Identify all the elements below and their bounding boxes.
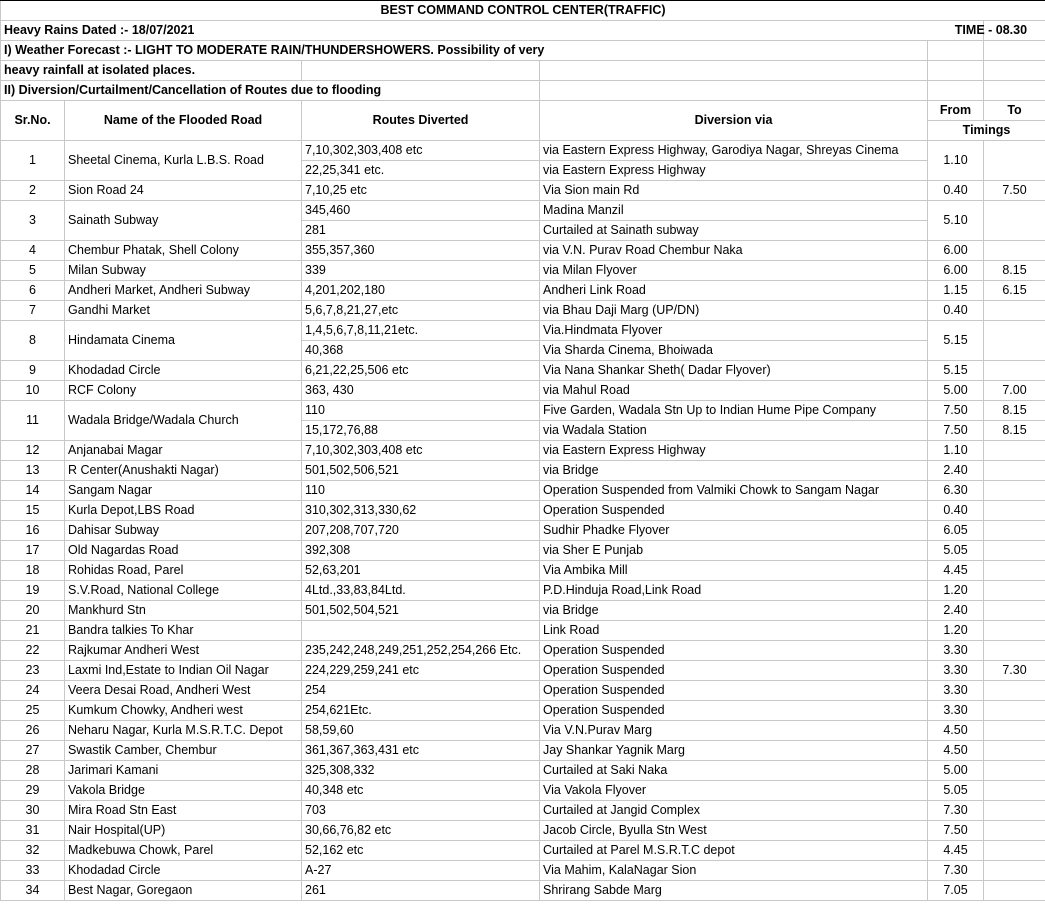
row-to-time (984, 441, 1045, 461)
table-row (1, 521, 1045, 541)
row-diversion: Curtailed at Saki Naka (540, 761, 928, 781)
row-diversion: Via Sion main Rd (540, 181, 928, 201)
time-label: TIME - 08.30 (954, 23, 1028, 37)
row-road-name: S.V.Road, National College (65, 581, 302, 601)
row-routes: 52,162 etc (302, 841, 540, 861)
row-routes: 110 (302, 481, 540, 501)
row-srno: 24 (1, 681, 65, 701)
dated-label: Heavy Rains Dated :- 18/07/2021 (1, 21, 984, 41)
row-road-name: Kumkum Chowky, Andheri west (65, 701, 302, 721)
table-row (1, 881, 1045, 901)
row-routes: 6,21,22,25,506 etc (302, 361, 540, 381)
row-srno: 17 (1, 541, 65, 561)
row-routes: 207,208,707,720 (302, 521, 540, 541)
row-road-name: Sangam Nagar (65, 481, 302, 501)
table-row (1, 781, 1045, 801)
row-from-time: 5.15 (928, 361, 984, 381)
row-road-name: Jarimari Kamani (65, 761, 302, 781)
row-srno: 16 (1, 521, 65, 541)
row-routes: 392,308 (302, 541, 540, 561)
row-diversion: Operation Suspended (540, 701, 928, 721)
row-srno: 33 (1, 861, 65, 881)
header-via: Diversion via (540, 101, 928, 141)
row-to-time (984, 881, 1045, 901)
row-road-name: Dahisar Subway (65, 521, 302, 541)
row-diversion: Operation Suspended (540, 641, 928, 661)
row-srno: 18 (1, 561, 65, 581)
row-routes: 4Ltd.,33,83,84Ltd. (302, 581, 540, 601)
row-diversion: via Mahul Road (540, 381, 928, 401)
row-routes: 22,25,341 etc. (302, 161, 540, 181)
table-row (1, 201, 1045, 221)
row-srno: 34 (1, 881, 65, 901)
table-row (1, 581, 1045, 601)
row-routes: 7,10,302,303,408 etc (302, 141, 540, 161)
table-row (1, 401, 1045, 421)
row-routes: 110 (302, 401, 540, 421)
header-routes: Routes Diverted (302, 101, 540, 141)
row-to-time (984, 521, 1045, 541)
row-from-time: 3.30 (928, 681, 984, 701)
row-srno: 23 (1, 661, 65, 681)
row-to-time (984, 841, 1045, 861)
row-diversion: via Eastern Express Highway (540, 441, 928, 461)
row-from-time: 6.00 (928, 241, 984, 261)
row-road-name: Mira Road Stn East (65, 801, 302, 821)
row-to-time (984, 481, 1045, 501)
row-to-time (984, 561, 1045, 581)
row-diversion: Operation Suspended from Valmiki Chowk to Sangam Nagar (540, 481, 928, 501)
table-row (1, 481, 1045, 501)
row-routes: 310,302,313,330,62 (302, 501, 540, 521)
row-from-time: 6.30 (928, 481, 984, 501)
row-from-time: 5.10 (928, 201, 984, 241)
row-routes: 254,621Etc. (302, 701, 540, 721)
row-diversion: via Milan Flyover (540, 261, 928, 281)
forecast-line-1: I) Weather Forecast :- LIGHT TO MODERATE RAIN/THUNDERSHOWERS. Possibility of very (1, 41, 928, 61)
row-road-name: Rohidas Road, Parel (65, 561, 302, 581)
row-routes: A-27 (302, 861, 540, 881)
row-routes: 281 (302, 221, 540, 241)
row-diversion: Via Nana Shankar Sheth( Dadar Flyover) (540, 361, 928, 381)
row-road-name: Hindamata Cinema (65, 321, 302, 361)
row-from-time: 7.50 (928, 421, 984, 441)
row-routes: 52,63,201 (302, 561, 540, 581)
row-srno: 12 (1, 441, 65, 461)
row-routes: 4,201,202,180 (302, 281, 540, 301)
row-from-time: 5.05 (928, 781, 984, 801)
row-road-name: Mankhurd Stn (65, 601, 302, 621)
row-diversion: Curtailed at Sainath subway (540, 221, 928, 241)
row-road-name: Sheetal Cinema, Kurla L.B.S. Road (65, 141, 302, 181)
row-from-time: 3.30 (928, 641, 984, 661)
row-to-time (984, 321, 1045, 361)
row-srno: 2 (1, 181, 65, 201)
row-diversion: Jacob Circle, Byulla Stn West (540, 821, 928, 841)
row-from-time: 1.20 (928, 581, 984, 601)
row-diversion: Curtailed at Parel M.S.R.T.C depot (540, 841, 928, 861)
row-srno: 6 (1, 281, 65, 301)
row-diversion: Operation Suspended (540, 501, 928, 521)
row-diversion: Andheri Link Road (540, 281, 928, 301)
row-routes: 7,10,25 etc (302, 181, 540, 201)
row-routes: 501,502,504,521 (302, 601, 540, 621)
table-row (1, 701, 1045, 721)
row-from-time: 1.15 (928, 281, 984, 301)
row-from-time: 7.50 (928, 401, 984, 421)
row-road-name: Veera Desai Road, Andheri West (65, 681, 302, 701)
row-road-name: Sainath Subway (65, 201, 302, 241)
row-srno: 15 (1, 501, 65, 521)
row-srno: 13 (1, 461, 65, 481)
table-row (1, 761, 1045, 781)
table-row (1, 621, 1045, 641)
row-routes: 325,308,332 (302, 761, 540, 781)
row-routes: 345,460 (302, 201, 540, 221)
row-from-time: 5.15 (928, 321, 984, 361)
row-road-name: Best Nagar, Goregaon (65, 881, 302, 901)
row-to-time (984, 301, 1045, 321)
row-from-time: 4.50 (928, 721, 984, 741)
row-to-time (984, 601, 1045, 621)
row-from-time: 1.10 (928, 141, 984, 181)
row-srno: 19 (1, 581, 65, 601)
row-from-time: 4.50 (928, 741, 984, 761)
row-srno: 27 (1, 741, 65, 761)
row-diversion: via Wadala Station (540, 421, 928, 441)
table-row (1, 641, 1045, 661)
row-to-time: 7.50 (984, 181, 1045, 201)
row-srno: 29 (1, 781, 65, 801)
table-row (1, 821, 1045, 841)
row-srno: 1 (1, 141, 65, 181)
page-title: BEST COMMAND CONTROL CENTER(TRAFFIC) (1, 1, 1045, 21)
table-row (1, 681, 1045, 701)
table-row (1, 541, 1045, 561)
header-from: From (928, 101, 984, 121)
table-row (1, 181, 1045, 201)
row-from-time: 5.00 (928, 761, 984, 781)
row-diversion: Operation Suspended (540, 661, 928, 681)
row-srno: 30 (1, 801, 65, 821)
row-road-name: Vakola Bridge (65, 781, 302, 801)
table-row (1, 301, 1045, 321)
row-to-time (984, 641, 1045, 661)
row-from-time: 7.30 (928, 861, 984, 881)
row-diversion: Five Garden, Wadala Stn Up to Indian Hume Pipe Company (540, 401, 928, 421)
header-srno: Sr.No. (1, 101, 65, 141)
row-road-name: Chembur Phatak, Shell Colony (65, 241, 302, 261)
row-srno: 5 (1, 261, 65, 281)
row-srno: 25 (1, 701, 65, 721)
row-routes: 40,368 (302, 341, 540, 361)
row-from-time: 3.30 (928, 661, 984, 681)
row-diversion: Via.Hindmata Flyover (540, 321, 928, 341)
row-routes: 30,66,76,82 etc (302, 821, 540, 841)
row-srno: 4 (1, 241, 65, 261)
row-to-time: 8.15 (984, 421, 1045, 441)
row-srno: 7 (1, 301, 65, 321)
row-road-name: Kurla Depot,LBS Road (65, 501, 302, 521)
row-diversion: Via Vakola Flyover (540, 781, 928, 801)
row-to-time (984, 761, 1045, 781)
row-road-name: Anjanabai Magar (65, 441, 302, 461)
table-row (1, 441, 1045, 461)
row-to-time (984, 861, 1045, 881)
row-srno: 11 (1, 401, 65, 441)
table-row (1, 661, 1045, 681)
row-srno: 10 (1, 381, 65, 401)
table-row (1, 321, 1045, 341)
row-srno: 32 (1, 841, 65, 861)
row-from-time: 6.05 (928, 521, 984, 541)
row-srno: 21 (1, 621, 65, 641)
row-srno: 14 (1, 481, 65, 501)
row-diversion: Curtailed at Jangid Complex (540, 801, 928, 821)
row-to-time (984, 821, 1045, 841)
row-diversion: Sudhir Phadke Flyover (540, 521, 928, 541)
table-row (1, 241, 1045, 261)
row-diversion: P.D.Hinduja Road,Link Road (540, 581, 928, 601)
table-row (1, 361, 1045, 381)
row-to-time (984, 621, 1045, 641)
row-to-time (984, 581, 1045, 601)
row-from-time: 3.30 (928, 701, 984, 721)
row-from-time: 6.00 (928, 261, 984, 281)
row-road-name: Old Nagardas Road (65, 541, 302, 561)
row-road-name: Khodadad Circle (65, 361, 302, 381)
row-diversion: Operation Suspended (540, 681, 928, 701)
row-road-name: Swastik Camber, Chembur (65, 741, 302, 761)
row-routes: 261 (302, 881, 540, 901)
row-to-time (984, 781, 1045, 801)
row-to-time: 6.15 (984, 281, 1045, 301)
table-row (1, 601, 1045, 621)
row-to-time: 8.15 (984, 401, 1045, 421)
row-to-time (984, 801, 1045, 821)
row-diversion: Madina Manzil (540, 201, 928, 221)
table-row (1, 861, 1045, 881)
row-diversion: Via Mahim, KalaNagar Sion (540, 861, 928, 881)
row-from-time: 1.20 (928, 621, 984, 641)
table-row (1, 561, 1045, 581)
row-routes (302, 621, 540, 641)
row-from-time: 0.40 (928, 181, 984, 201)
row-srno: 8 (1, 321, 65, 361)
row-road-name: Neharu Nagar, Kurla M.S.R.T.C. Depot (65, 721, 302, 741)
row-routes: 501,502,506,521 (302, 461, 540, 481)
table-row (1, 841, 1045, 861)
row-road-name: R Center(Anushakti Nagar) (65, 461, 302, 481)
row-to-time (984, 721, 1045, 741)
row-routes: 703 (302, 801, 540, 821)
row-road-name: Andheri Market, Andheri Subway (65, 281, 302, 301)
row-diversion: Link Road (540, 621, 928, 641)
table-row (1, 741, 1045, 761)
section-heading: II) Diversion/Curtailment/Cancellation of Routes due to flooding (1, 81, 540, 101)
row-routes: 7,10,302,303,408 etc (302, 441, 540, 461)
row-to-time (984, 141, 1045, 181)
row-road-name: Sion Road 24 (65, 181, 302, 201)
row-from-time: 7.30 (928, 801, 984, 821)
row-diversion: Via Sharda Cinema, Bhoiwada (540, 341, 928, 361)
table-row (1, 381, 1045, 401)
header-timings: Timings (928, 121, 1045, 141)
row-road-name: Laxmi Ind,Estate to Indian Oil Nagar (65, 661, 302, 681)
row-diversion: Via Ambika Mill (540, 561, 928, 581)
row-routes: 361,367,363,431 etc (302, 741, 540, 761)
table-row (1, 461, 1045, 481)
row-to-time (984, 361, 1045, 381)
row-road-name: Milan Subway (65, 261, 302, 281)
row-diversion: Jay Shankar Yagnik Marg (540, 741, 928, 761)
row-diversion: via Eastern Express Highway (540, 161, 928, 181)
row-routes: 15,172,76,88 (302, 421, 540, 441)
row-srno: 26 (1, 721, 65, 741)
row-road-name: Bandra talkies To Khar (65, 621, 302, 641)
header-road: Name of the Flooded Road (65, 101, 302, 141)
row-routes: 339 (302, 261, 540, 281)
row-srno: 22 (1, 641, 65, 661)
table-row (1, 261, 1045, 281)
row-routes: 40,348 etc (302, 781, 540, 801)
row-to-time (984, 681, 1045, 701)
table-row (1, 141, 1045, 161)
row-srno: 31 (1, 821, 65, 841)
row-routes: 235,242,248,249,251,252,254,266 Etc. (302, 641, 540, 661)
table-row (1, 281, 1045, 301)
row-from-time: 5.05 (928, 541, 984, 561)
header-to: To (984, 101, 1045, 121)
row-to-time: 7.00 (984, 381, 1045, 401)
row-routes: 1,4,5,6,7,8,11,21etc. (302, 321, 540, 341)
row-to-time: 8.15 (984, 261, 1045, 281)
row-from-time: 0.40 (928, 501, 984, 521)
row-to-time (984, 461, 1045, 481)
row-road-name: Nair Hospital(UP) (65, 821, 302, 841)
forecast-line-2: heavy rainfall at isolated places. (1, 61, 302, 81)
row-diversion: via V.N. Purav Road Chembur Naka (540, 241, 928, 261)
row-srno: 3 (1, 201, 65, 241)
row-from-time: 5.00 (928, 381, 984, 401)
row-road-name: Gandhi Market (65, 301, 302, 321)
row-road-name: Madkebuwa Chowk, Parel (65, 841, 302, 861)
row-road-name: Khodadad Circle (65, 861, 302, 881)
row-to-time (984, 201, 1045, 241)
row-diversion: via Bridge (540, 601, 928, 621)
row-routes: 5,6,7,8,21,27,etc (302, 301, 540, 321)
row-from-time: 7.05 (928, 881, 984, 901)
row-from-time: 2.40 (928, 601, 984, 621)
row-from-time: 2.40 (928, 461, 984, 481)
row-to-time (984, 701, 1045, 721)
row-from-time: 1.10 (928, 441, 984, 461)
row-road-name: Wadala Bridge/Wadala Church (65, 401, 302, 441)
row-diversion: via Bridge (540, 461, 928, 481)
row-to-time: 7.30 (984, 661, 1045, 681)
row-to-time (984, 741, 1045, 761)
row-routes: 254 (302, 681, 540, 701)
table-row (1, 801, 1045, 821)
row-to-time (984, 501, 1045, 521)
row-srno: 9 (1, 361, 65, 381)
row-from-time: 7.50 (928, 821, 984, 841)
row-to-time (984, 241, 1045, 261)
row-routes: 224,229,259,241 etc (302, 661, 540, 681)
row-diversion: Shrirang Sabde Marg (540, 881, 928, 901)
table-row (1, 721, 1045, 741)
row-diversion: via Eastern Express Highway, Garodiya Nagar, Shreyas Cinema (540, 141, 928, 161)
row-to-time (984, 541, 1045, 561)
row-road-name: RCF Colony (65, 381, 302, 401)
row-routes: 363, 430 (302, 381, 540, 401)
row-diversion: via Sher E Punjab (540, 541, 928, 561)
row-from-time: 4.45 (928, 561, 984, 581)
row-road-name: Rajkumar Andheri West (65, 641, 302, 661)
row-routes: 355,357,360 (302, 241, 540, 261)
row-srno: 20 (1, 601, 65, 621)
row-srno: 28 (1, 761, 65, 781)
row-from-time: 0.40 (928, 301, 984, 321)
row-routes: 58,59,60 (302, 721, 540, 741)
table-row (1, 501, 1045, 521)
row-diversion: via Bhau Daji Marg (UP/DN) (540, 301, 928, 321)
row-from-time: 4.45 (928, 841, 984, 861)
row-diversion: Via V.N.Purav Marg (540, 721, 928, 741)
